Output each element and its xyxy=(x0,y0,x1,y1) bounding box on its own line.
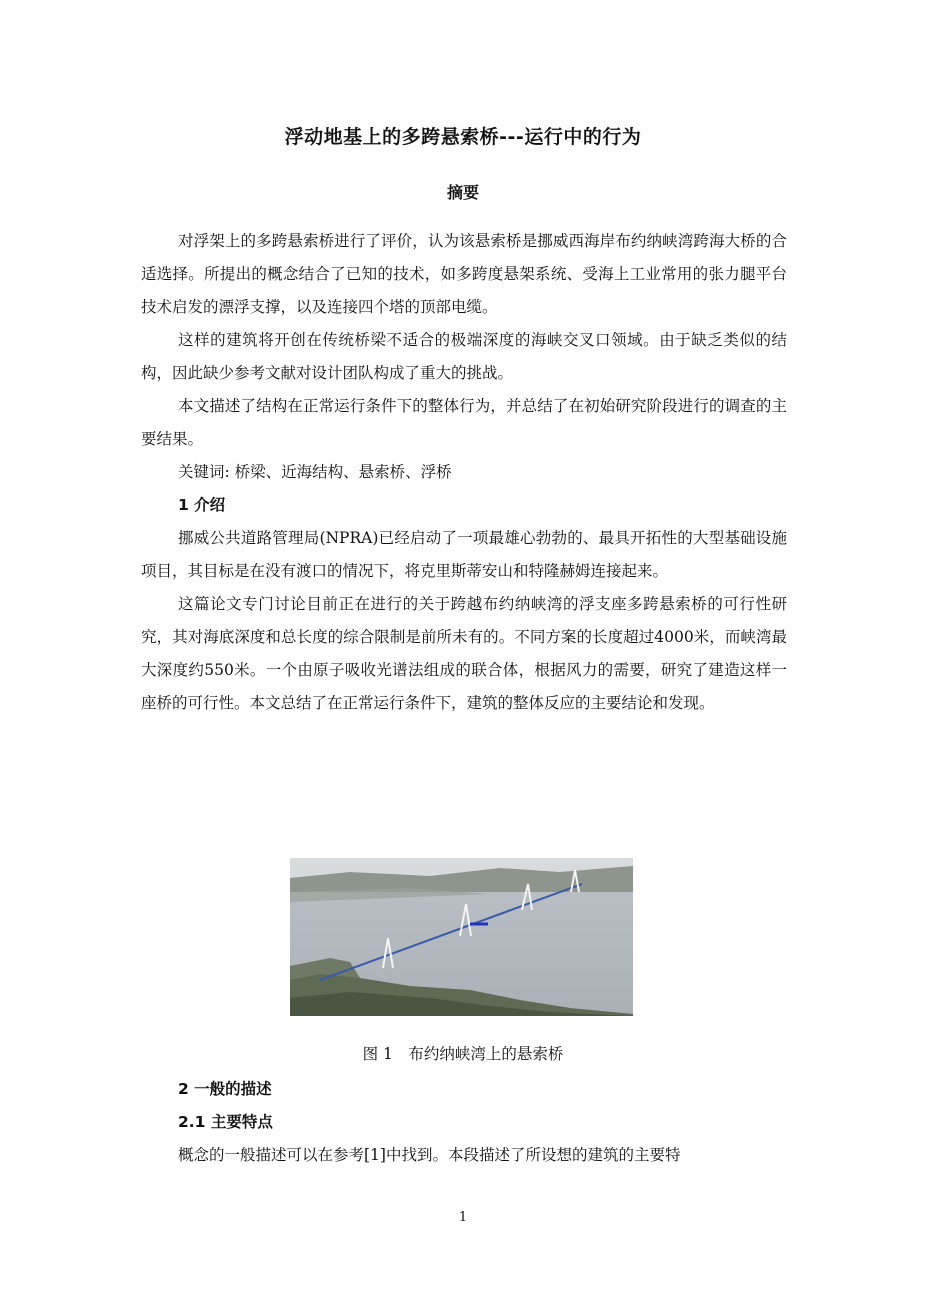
section-1-paragraph-2: 这篇论文专门讨论目前正在进行的关于跨越布约纳峡湾的浮支座多跨悬索桥的可行性研究，其对海底深度和总长度的综合限制是前所未有的。不同方案的长度超过4000米，而峡湾最大深度约550米。一个由原子吸收光谱法组成的联合体，根据风力的需要，研究了建造这样一座桥的可行性。本文总结了在正常运行条件下，建筑的整体反应的主要结论和发现。 xyxy=(141,595,787,712)
section-2-1-paragraph-1: 概念的一般描述可以在参考[1]中找到。本段描述了所设想的建筑的主要特 xyxy=(178,1146,681,1164)
page-number: 1 xyxy=(458,1210,468,1225)
abstract-body xyxy=(141,225,787,720)
abstract-paragraph-2: 这样的建筑将开创在传统桥梁不适合的极端深度的海峡交叉口领域。由于缺乏类似的结构，因此缺少参考文献对设计团队构成了重大的挑战。 xyxy=(141,331,787,382)
abstract-heading: 摘要 xyxy=(446,183,479,202)
section-2-1-heading: 2.1 主要特点 xyxy=(178,1113,273,1131)
section-1-paragraph-1: 挪威公共道路管理局(NPRA)已经启动了一项最雄心勃勃的、最具开拓性的大型基础设施项目，其目标是在没有渡口的情况下，将克里斯蒂安山和特隆赫姆连接起来。 xyxy=(141,529,787,580)
abstract-paragraph-3: 本文描述了结构在正常运行条件下的整体行为，并总结了在初始研究阶段进行的调查的主要结果。 xyxy=(141,397,787,448)
figure-caption: 图 1 布约纳峡湾上的悬索桥 xyxy=(362,1045,564,1063)
bridge-photo xyxy=(290,858,633,1016)
keywords: 关键词: 桥梁、近海结构、悬索桥、浮桥 xyxy=(178,463,452,481)
section-2-heading: 2 一般的描述 xyxy=(178,1080,272,1098)
paper-title: 浮动地基上的多跨悬索桥---运行中的行为 xyxy=(284,126,642,148)
section-2-body xyxy=(141,1073,787,1172)
abstract-paragraph-1: 对浮架上的多跨悬索桥进行了评价，认为该悬索桥是挪威西海岸布约纳峡湾跨海大桥的合适选择。所提出的概念结合了已知的技术，如多跨度悬架系统、受海上工业常用的张力腿平台技术启发的漂浮支撑，以及连接四个塔的顶部电缆。 xyxy=(141,232,787,316)
section-1-heading: 1 介绍 xyxy=(178,496,226,514)
